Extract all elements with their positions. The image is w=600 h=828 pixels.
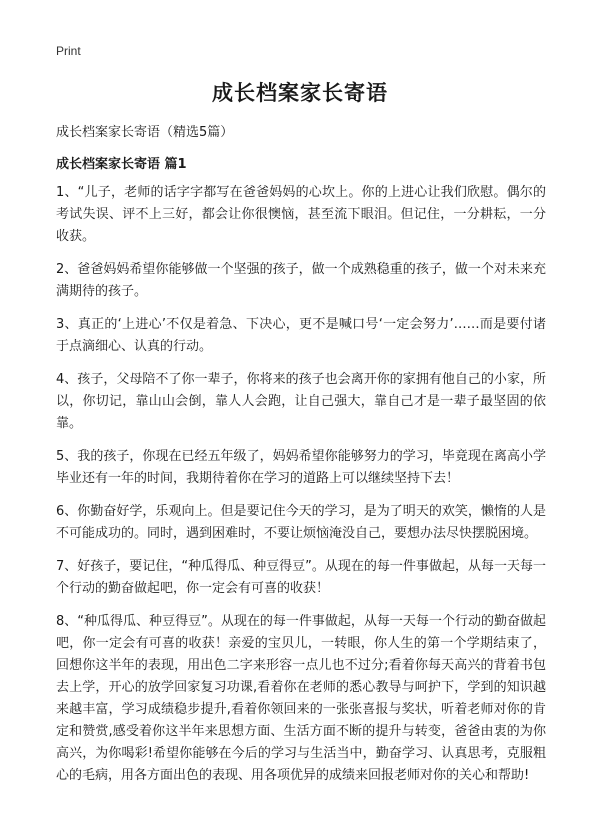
document-subtitle: 成长档案家长寄语（精选5篇） [56, 125, 234, 140]
paragraph-3: 3、真正的‘上进心’不仅是着急、下决心，更不是喊口号‘一定会努力’……而是要付诸于点滴细心、认真的行动。 [56, 317, 546, 354]
paragraph-2: 2、爸爸妈妈希望你能够做一个坚强的孩子，做一个成熟稳重的孩子，做一个对未来充满期待的孩子。 [56, 262, 546, 299]
paragraph-5: 5、我的孩子，你现在已经五年级了，妈妈希望你能够努力的学习，毕竟现在离高小学毕业还有一年的时间，我期待着你在学习的道路上可以继续坚持下去！ [56, 449, 546, 486]
paragraph-4: 4、孩子，父母陪不了你一辈子，你将来的孩子也会离开你的家拥有他自己的小家，所以，你切记，靠山山会倒，靠人人会跑，让自己强大，靠自己才是一辈子最坚固的依靠。 [56, 372, 546, 431]
paragraph-8: 8、“种瓜得瓜、种豆得豆”。从现在的每一件事做起，从每一天每一个行动的勤奋做起吧，你一定会有可喜的收获！亲爱的宝贝儿，一转眼，你人生的第一个学期结束了，回想你这半年的表现，用出色二字来形容一点儿也不过分;看着你每天高兴的背着书包去上学，开心的放学回家复习功课,看着你在老师的悉心教导与呵护下，学到的知识越来越丰富，学习成绩稳步提升,看着你领回来的一张张喜报与奖状，听着老师对你的肯定和赞赏,感受着你这半年来思想方面、生活方面不断的提升与转变，爸爸由衷的为你高兴，为你喝彩!希望你能够在今后的学习与生活当中，勤奋学习、认真思考，克服粗心的毛病，用各方面出色的表现、用各项优异的成绩来回报老师对你的关心和帮助! [56, 614, 546, 783]
section-heading: 成长档案家长寄语 篇1 [56, 157, 187, 172]
page-title: 成长档案家长寄语 [212, 81, 388, 105]
paragraph-1: 1、“儿子，老师的话字字都写在爸爸妈妈的心坎上。你的上进心让我们欣慰。偶尔的考试失误、评不上三好，都会让你很懊恼，甚至流下眼泪。但记住，一分耕耘，一分收获。 [56, 185, 546, 244]
print-label: Print [56, 44, 81, 58]
paragraph-7: 7、好孩子，要记住，“种瓜得瓜、种豆得豆”。从现在的每一件事做起，从每一天每一个行动的勤奋做起吧，你一定会有可喜的收获！ [56, 559, 546, 596]
paragraph-list [56, 182, 546, 798]
paragraph-6: 6、你勤奋好学，乐观向上。但是要记住今天的学习，是为了明天的欢笑，懒惰的人是不可能成功的。同时，遇到困难时，不要让烦恼淹没自己，要想办法尽快摆脱困境。 [56, 504, 546, 541]
